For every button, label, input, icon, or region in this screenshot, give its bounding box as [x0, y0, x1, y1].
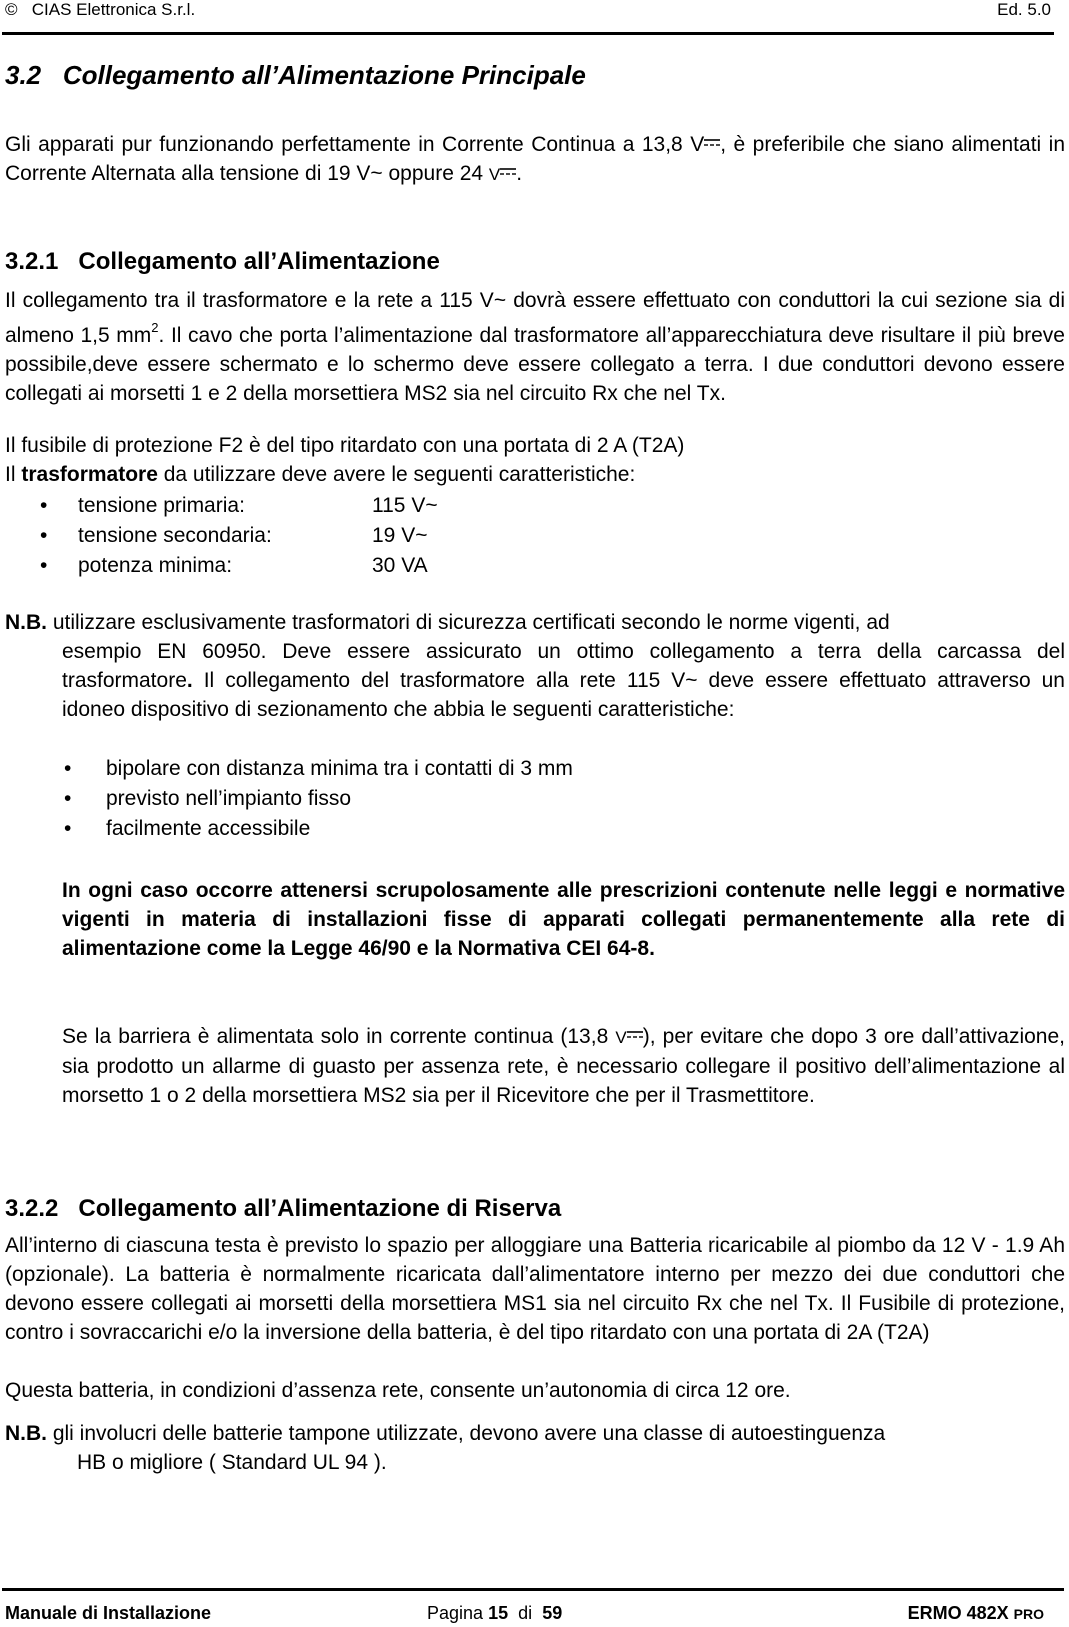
footer-manual-title: Manuale di Installazione	[5, 1603, 212, 1623]
nb-battery-second-line: HB o migliore ( Standard UL 94 ).	[77, 1451, 387, 1474]
dc-symbol-icon	[627, 1030, 643, 1038]
section-heading	[5, 60, 586, 91]
dc-symbol-icon	[500, 167, 516, 175]
copyright-symbol: ©	[5, 0, 18, 19]
subsection-heading-3-2-2: 3.2.2 Collegamento all’Alimentazione di Riserva	[5, 1195, 562, 1222]
footer-page-number: Pagina 15 di 59	[427, 1603, 563, 1623]
nb-transformer-first-line: N.B. utilizzare esclusivamente trasformatori di sicurezza certificati secondo le norme vigenti, ad	[5, 611, 890, 634]
subsection-heading-3-2-1: 3.2.1 Collegamento all’Alimentazione	[5, 248, 440, 275]
nb-transformer-body: esempio EN 60950. Deve essere assicurato un ottimo collegamento a terra della carcassa del trasformatore. Il collegamento del trasformatore alla rete 115 V~ deve essere effettuato attraverso un idoneo dispositivo di sezionamento che abbia le seguenti caratteristiche:	[62, 640, 1065, 721]
header-edition: Ed. 5.0	[997, 0, 1051, 19]
list-item: • bipolare con distanza minima tra i contatti di 3 mm	[62, 754, 962, 784]
header-divider	[2, 32, 1054, 35]
backup-battery-paragraph: All’interno di ciascuna testa è previsto lo spazio per alloggiare una Batteria ricaricabile al piombo da 12 V - 1.9 Ah (opzionale). La batteria è normalmente ricaricata dall’alimentatore interno per mezzo dei due conduttori che devono essere collegati ai morsetti della morsettiera MS1 sia nel circuito Rx che nel Tx. Il Fusibile di protezione, contro i sovraccarichi e/o la inversione della batteria, è del tipo ritardato con una portata di 2A (T2A)	[5, 1234, 1065, 1344]
bullet-icon: •	[64, 757, 72, 780]
fuse-paragraph: Il fusibile di protezione F2 è del tipo ritardato con una portata di 2 A (T2A)	[5, 434, 685, 457]
switch-requirements-list	[62, 754, 962, 844]
header-company	[5, 0, 195, 20]
list-item: • previsto nell’impianto fisso	[62, 784, 962, 814]
footer-divider	[2, 1588, 1064, 1591]
regulations-warning: In ogni caso occorre attenersi scrupolosamente alle prescrizioni contenute nelle leggi e normative vigenti in materia di installazioni fisse di apparati collegati permanentemente alla rete di alimentazione come la Legge 46/90 e la Normativa CEI 64-8.	[62, 879, 1065, 960]
bullet-icon: •	[64, 817, 72, 840]
document-page: © CIAS Elettronica S.r.l. Ed. 5.0 3.2 Collegamento all’Alimentazione Principale Gli apparati pur funzionando perfettamente in Corrente Continua a 13,8 V , è preferibile che siano alimentati in Corrente Alternata alla tensione di 19 V~ oppure 24 V . 3.2.1 Collegamento all’Alimentazione Il collegamento tra il trasformatore e la rete a 115 V~ dovrà essere effettuato con conduttori la cui sezione sia di almeno 1,5 $mm^2$. Il cavo che porta l’alimentazione dal trasformatore all’apparecchiatura deve risultare il più breve possibile,deve essere schermato e lo schermo deve essere collegato a terra. I due conduttori devono essere collegati ai morsetti 1 e 2 della morsettiera MS2 sia nel circuito Rx che nel Tx. Il fusibile di protezione F2 è del tipo ritardato con una portata di 2 A (T2A) Il trasformatore da utilizzare deve avere le seguenti caratteristiche: • tensione primaria: 115 V~ • tensione secondaria: 19 V~ • potenza minima: 30 VA N.B. utilizzare esclusivamente trasformatori di sicurezza certificati secondo le norme vigenti, ad esempio EN 60950. Deve essere assicurato un ottimo collegamento a terra della carcassa del trasformatore. Il collegamento del trasformatore alla rete 115 V~ deve essere effettuato attraverso un idoneo dispositivo di sezionamento che abbia le seguenti caratteristiche: • bipolare con distanza minima tra i contatti di 3 mm • previsto nell’impianto fisso • facilmente accessibile In ogni caso occorre attenersi scrupolosamente alle prescrizioni contenute nelle leggi e normative vigenti in materia di installazioni fisse di apparati collegati permanentemente alla rete di alimentazione come la Legge 46/90 e la Normativa CEI 64-8. Se la barriera è alimentata solo in corrente continua (13,8 V ), per evitare che dopo 3 ore dall’attivazione, sia prodotto un allarme di guasto per assenza rete, è necessario collegare il positivo dell’alimentazione al morsetto 1 o 2 della morsettiera MS2 sia per il Ricevitore che per il Trasmettitore. 3.2.2 Collegamento all’Alimentazione di Riserva All’interno di ciascuna testa è previsto lo spazio per alloggiare una Batteria ricaricabile al piombo da 12 V - 1.9 Ah (opzionale). La batteria è normalmente ricaricata dall’alimentatore interno per mezzo dei due conduttori che devono essere collegati ai morsetti della morsettiera MS1 sia nel circuito Rx che nel Tx. Il Fusibile di protezione, contro i sovraccarichi e/o la inversione della batteria, è del tipo ritardato con una portata di 2A (T2A) Questa batteria, in condizioni d’assenza rete, consente un’autonomia di circa 12 ore. N.B. gli involucri delle batterie tampone utilizzate, devono avere una classe di autoestinguenza HB o migliore ( Standard UL 94 ). Manuale di Installazione Pagina 15 di 59 ERMO 482X PRO	[0, 0, 1069, 1627]
bullet-icon: •	[40, 524, 48, 547]
section-number: 3.2	[5, 60, 42, 90]
dc-symbol-icon	[704, 138, 720, 146]
footer-product-name: ERMO 482X PRO	[907, 1603, 1044, 1623]
list-item: • facilmente accessibile	[62, 814, 962, 844]
intro-paragraph: Gli apparati pur funzionando perfettamente in Corrente Continua a 13,8 V , è preferibile che siano alimentati in Corrente Alternata alla tensione di 19 V~ oppure 24 V .	[5, 133, 1066, 185]
bullet-icon: •	[64, 787, 72, 810]
battery-autonomy-paragraph: Questa batteria, in condizioni d’assenza rete, consente un’autonomia di circa 12 ore.	[5, 1379, 791, 1402]
dc-supply-note: Se la barriera è alimentata solo in corrente continua (13,8 V ), per evitare che dopo 3 ore dall’attivazione, sia prodotto un allarme di guasto per assenza rete, è necessario collegare il positivo dell’alimentazione al morsetto 1 o 2 della morsettiera MS2 sia per il Ricevitore che per il Trasmettitore.	[62, 1025, 1065, 1107]
bullet-icon: •	[40, 554, 48, 577]
section-title: Collegamento all’Alimentazione Principale	[62, 60, 586, 90]
nb-battery-first-line: N.B. gli involucri delle batterie tampone utilizzate, devono avere una classe di autoestinguenza	[5, 1422, 886, 1445]
company-name: CIAS Elettronica S.r.l.	[31, 0, 196, 19]
mains-connection-paragraph: Il collegamento tra il trasformatore e la rete a 115 V~ dovrà essere effettuato con conduttori la cui sezione sia di almeno 1,5 $mm^2$. Il cavo che porta l’alimentazione dal trasformatore all’apparecchiatura deve risultare il più breve possibile,deve essere schermato e lo schermo deve essere collegato a terra. I due conduttori devono essere collegati ai morsetti 1 e 2 della morsettiera MS2 sia nel circuito Rx che nel Tx.	[5, 289, 1065, 405]
bullet-icon: •	[40, 494, 48, 517]
transformer-intro: Il trasformatore da utilizzare deve avere le seguenti caratteristiche:	[5, 463, 636, 486]
